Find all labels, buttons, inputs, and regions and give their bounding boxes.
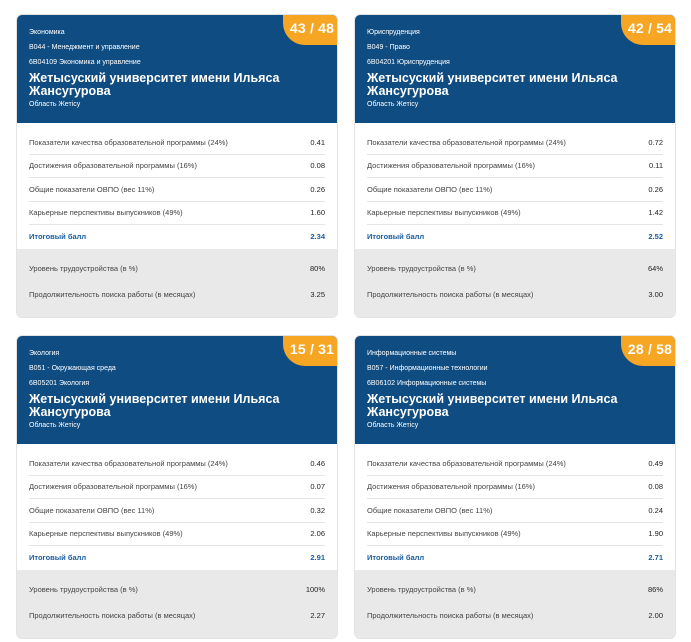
university-name[interactable]: Жетысуский университет имени Ильяса Жансугурова [29,71,280,98]
stat-row [367,281,663,307]
stat-value: 86% [647,584,663,594]
stat-value: 2.00 [648,610,663,620]
program-card[interactable] [16,335,338,639]
card-header [17,15,337,123]
university-name[interactable]: Жетысуский университет имени Ильяса Жансугурова [29,392,280,419]
total-score-label: Итоговый балл [367,232,425,242]
stat-label: Продолжительность поиска работы (в месяцах) [29,610,196,620]
metric-value: 0.46 [310,458,325,468]
metric-label: Карьерные перспективы выпускников (49%) [367,529,521,539]
rank-badge: 15 / 31 [283,335,338,366]
stat-value: 3.25 [310,289,325,299]
metric-label: Достижения образовательной программы (16%) [367,482,535,492]
metric-label: Показатели качества образовательной программы (24%) [367,458,566,468]
total-score-row [29,546,325,570]
employment-stats [355,249,675,317]
stat-label: Уровень трудоустройства (в %) [367,263,476,273]
metrics-list [355,444,675,572]
total-score-value: 2.71 [648,553,663,563]
stat-value: 2.27 [310,610,325,620]
metric-value: 0.11 [648,161,663,171]
metric-value: 0.72 [648,137,663,147]
employment-stats [17,570,337,638]
metric-label: Карьерные перспективы выпускников (49%) [367,208,521,218]
stat-label: Продолжительность поиска работы (в месяцах) [367,610,534,620]
metric-label: Достижения образовательной программы (16%) [367,161,535,171]
metric-row [29,155,325,179]
metric-value: 0.24 [648,505,663,515]
group-name: В049 - Право [367,44,410,51]
metric-value: 0.07 [310,482,325,492]
metrics-list [355,123,675,251]
stat-row [29,576,325,602]
total-score-label: Итоговый балл [367,553,425,563]
metric-row [367,476,663,500]
stat-label: Уровень трудоустройства (в %) [367,584,476,594]
program-card[interactable] [354,14,676,318]
stat-row [29,281,325,307]
field-name: Юриспруденция [367,29,420,36]
metric-row [367,523,663,547]
metric-label: Показатели качества образовательной программы (24%) [367,137,566,147]
program-name: 6В06102 Информационные системы [367,380,487,387]
stat-value: 64% [647,263,663,273]
field-name: Экология [29,350,60,357]
stat-row [367,255,663,281]
stat-row [367,576,663,602]
total-score-label: Итоговый балл [29,553,87,563]
stat-value: 80% [309,263,325,273]
total-score-row [367,546,663,570]
stat-label: Продолжительность поиска работы (в месяцах) [29,289,196,299]
stat-row [29,602,325,628]
metric-row [29,452,325,476]
metric-row [367,155,663,179]
metric-row [367,131,663,155]
stat-row [367,602,663,628]
metric-label: Общие показатели ОВПО (вес 11%) [29,505,155,515]
region-name: Область Жетісу [29,422,81,429]
metric-value: 0.49 [648,458,663,468]
metric-value: 0.26 [648,184,663,194]
metric-value: 1.60 [310,208,325,218]
metrics-list [17,123,337,251]
metric-label: Карьерные перспективы выпускников (49%) [29,529,183,539]
field-name: Информационные системы [367,350,457,357]
field-name: Экономика [29,29,65,36]
program-name: 6В04201 Юриспруденция [367,59,450,66]
group-name: В051 - Окружающая среда [29,365,116,372]
stat-label: Уровень трудоустройства (в %) [29,584,138,594]
metric-value: 1.90 [648,529,663,539]
metric-label: Общие показатели ОВПО (вес 11%) [29,184,155,194]
metric-label: Общие показатели ОВПО (вес 11%) [367,184,493,194]
rank-badge: 42 / 54 [621,14,676,45]
metric-value: 0.41 [310,137,325,147]
metric-row [29,523,325,547]
card-header [355,15,675,123]
metric-row [29,476,325,500]
total-score-value: 2.34 [310,232,325,242]
employment-stats [355,570,675,638]
stat-label: Продолжительность поиска работы (в месяцах) [367,289,534,299]
metric-row [367,202,663,226]
metric-row [367,499,663,523]
rank-badge: 28 / 58 [621,335,676,366]
metric-label: Общие показатели ОВПО (вес 11%) [367,505,493,515]
stat-label: Уровень трудоустройства (в %) [29,263,138,273]
metric-row [367,452,663,476]
metric-value: 0.32 [310,505,325,515]
group-name: В044 - Менеджмент и управление [29,44,140,51]
metric-label: Достижения образовательной программы (16%) [29,161,197,171]
metric-row [29,202,325,226]
university-name[interactable]: Жетысуский университет имени Ильяса Жансугурова [367,71,618,98]
metric-label: Достижения образовательной программы (16%) [29,482,197,492]
stat-value: 100% [305,584,325,594]
program-card[interactable] [16,14,338,318]
region-name: Область Жетісу [367,422,419,429]
program-name: 6В05201 Экология [29,380,90,387]
rank-badge: 43 / 48 [283,14,338,45]
program-name: 6В04109 Экономика и управление [29,59,141,66]
metric-value: 0.26 [310,184,325,194]
metric-row [29,178,325,202]
metric-label: Показатели качества образовательной программы (24%) [29,137,228,147]
metric-row [367,178,663,202]
card-header [355,336,675,444]
stat-value: 3.00 [648,289,663,299]
metric-row [29,499,325,523]
metric-label: Карьерные перспективы выпускников (49%) [29,208,183,218]
metric-label: Показатели качества образовательной программы (24%) [29,458,228,468]
total-score-value: 2.91 [310,553,325,563]
total-score-label: Итоговый балл [29,232,87,242]
metric-value: 0.08 [648,482,663,492]
university-name[interactable]: Жетысуский университет имени Ильяса Жансугурова [367,392,618,419]
program-card[interactable] [354,335,676,639]
metric-value: 1.42 [648,208,663,218]
employment-stats [17,249,337,317]
region-name: Область Жетісу [29,101,81,108]
card-header [17,336,337,444]
stat-row [29,255,325,281]
total-score-value: 2.52 [648,232,663,242]
region-name: Область Жетісу [367,101,419,108]
group-name: В057 - Информационные технологии [367,365,488,372]
metric-value: 0.08 [310,161,325,171]
metrics-list [17,444,337,572]
metric-row [29,131,325,155]
total-score-row [367,225,663,249]
metric-value: 2.06 [310,529,325,539]
total-score-row [29,225,325,249]
